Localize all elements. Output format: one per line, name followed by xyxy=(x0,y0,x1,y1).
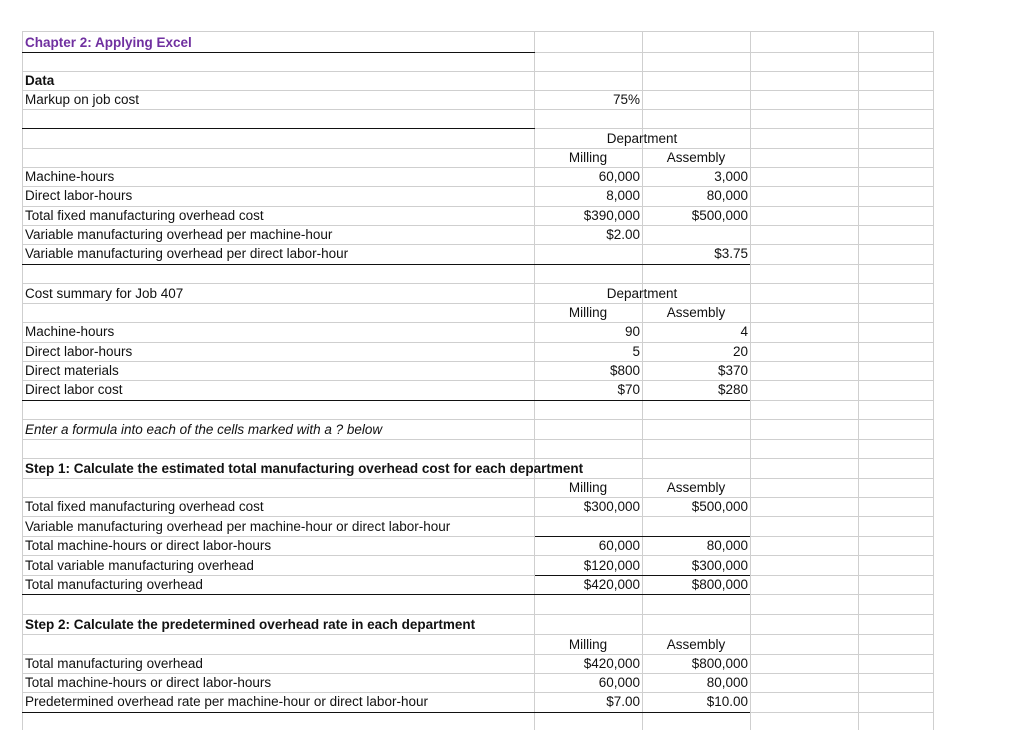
data-row-label[interactable]: Total fixed manufacturing overhead cost xyxy=(25,208,264,223)
job-row-milling[interactable]: 90 xyxy=(624,324,640,339)
job-row-label[interactable]: Machine-hours xyxy=(25,324,115,339)
data-row-label[interactable]: Variable manufacturing overhead per machine-hour xyxy=(25,227,333,242)
step1-row-milling[interactable]: $420,000 xyxy=(583,577,640,592)
job-col-milling[interactable]: Milling xyxy=(568,305,608,320)
step2-row-label[interactable]: Predetermined overhead rate per machine-hour or direct labor-hour xyxy=(25,694,428,709)
job-row-label[interactable]: Direct materials xyxy=(25,363,119,378)
gridline xyxy=(22,167,934,168)
step2-row-label[interactable]: Total machine-hours or direct labor-hours xyxy=(25,675,272,690)
gridline xyxy=(22,322,934,323)
gridline xyxy=(22,186,934,187)
data-row-milling[interactable]: $2.00 xyxy=(606,227,640,242)
cell-border xyxy=(22,400,535,401)
job-row-milling[interactable]: 5 xyxy=(632,344,640,359)
data-row-assembly[interactable]: $500,000 xyxy=(691,208,748,223)
cell-border xyxy=(535,400,750,401)
job-col-assembly[interactable]: Assembly xyxy=(666,305,726,320)
job-row-milling[interactable]: $70 xyxy=(617,382,640,397)
gridline xyxy=(22,31,934,32)
gridline xyxy=(22,148,934,149)
gridline xyxy=(22,90,934,91)
step1-row-milling[interactable]: $300,000 xyxy=(583,499,640,514)
data-row-label[interactable]: Variable manufacturing overhead per direct labor-hour xyxy=(25,246,349,261)
step1-header[interactable]: Step 1: Calculate the estimated total manufacturing overhead cost for each department xyxy=(25,461,584,476)
cell-border xyxy=(22,594,535,595)
step2-header[interactable]: Step 2: Calculate the predetermined overhead rate in each department xyxy=(25,617,476,632)
step1-row-assembly[interactable]: $500,000 xyxy=(691,499,748,514)
data-row-milling[interactable] xyxy=(536,244,640,263)
gridline xyxy=(22,303,934,304)
cell-border xyxy=(535,264,750,265)
step2-row-milling[interactable]: $420,000 xyxy=(583,656,640,671)
job-header[interactable]: Cost summary for Job 407 xyxy=(25,286,184,301)
data-row-milling[interactable]: 60,000 xyxy=(598,169,640,184)
step1-row-label[interactable]: Total fixed manufacturing overhead cost xyxy=(25,499,264,514)
step2-row-assembly[interactable]: $10.00 xyxy=(706,694,748,709)
cell-border xyxy=(22,712,535,713)
step2-row-assembly[interactable]: 80,000 xyxy=(706,675,748,690)
step2-col-milling[interactable]: Milling xyxy=(568,637,608,652)
job-row-assembly[interactable]: 20 xyxy=(732,344,748,359)
step1-row-milling[interactable]: 60,000 xyxy=(598,538,640,553)
gridline xyxy=(22,380,934,381)
step1-row-label[interactable]: Variable manufacturing overhead per machine-hour or direct labor-hour xyxy=(25,519,451,534)
step1-row-label[interactable]: Total manufacturing overhead xyxy=(25,577,203,592)
sheet-title[interactable]: Chapter 2: Applying Excel xyxy=(25,35,192,50)
gridline xyxy=(22,439,934,440)
department-label[interactable]: Department xyxy=(606,131,678,146)
markup-label[interactable]: Markup on job cost xyxy=(25,92,140,107)
step1-row-label[interactable]: Total machine-hours or direct labor-hours xyxy=(25,538,272,553)
step1-row-assembly[interactable]: $300,000 xyxy=(691,558,748,573)
data-row-assembly[interactable]: $3.75 xyxy=(714,246,748,261)
job-row-milling[interactable]: $800 xyxy=(609,363,640,378)
instruction-text[interactable]: Enter a formula into each of the cells marked with a ? below xyxy=(25,422,383,437)
cell-border xyxy=(22,52,535,53)
data-row-milling[interactable]: $390,000 xyxy=(583,208,640,223)
data-row-assembly[interactable]: 80,000 xyxy=(706,188,748,203)
job-row-label[interactable]: Direct labor cost xyxy=(25,382,123,397)
step2-row-milling[interactable]: 60,000 xyxy=(598,675,640,690)
job-department-label[interactable]: Department xyxy=(606,286,678,301)
data-row-label[interactable]: Direct labor-hours xyxy=(25,188,133,203)
step2-col-assembly[interactable]: Assembly xyxy=(666,637,726,652)
step1-row-assembly[interactable]: $800,000 xyxy=(691,577,748,592)
step1-col-milling[interactable]: Milling xyxy=(568,480,608,495)
cell-border xyxy=(22,264,535,265)
data-row-assembly[interactable] xyxy=(644,225,748,244)
job-row-assembly[interactable]: 4 xyxy=(740,324,748,339)
data-row-assembly[interactable]: 3,000 xyxy=(714,169,748,184)
col-assembly[interactable]: Assembly xyxy=(666,150,726,165)
step1-row-assembly[interactable] xyxy=(644,517,748,536)
job-row-label[interactable]: Direct labor-hours xyxy=(25,344,133,359)
data-header[interactable]: Data xyxy=(25,73,55,88)
step1-row-assembly[interactable]: 80,000 xyxy=(706,538,748,553)
gridline xyxy=(22,478,934,479)
gridline xyxy=(22,634,934,635)
step1-row-label[interactable]: Total variable manufacturing overhead xyxy=(25,558,254,573)
step2-row-milling[interactable]: $7.00 xyxy=(606,694,640,709)
gridline xyxy=(22,342,934,343)
step2-row-assembly[interactable]: $800,000 xyxy=(691,656,748,671)
cell-border xyxy=(535,712,750,713)
step1-col-assembly[interactable]: Assembly xyxy=(666,480,726,495)
data-row-milling[interactable]: 8,000 xyxy=(606,188,640,203)
step2-row-label[interactable]: Total manufacturing overhead xyxy=(25,656,203,671)
gridline xyxy=(22,361,934,362)
gridline xyxy=(22,71,934,72)
cell-border xyxy=(535,594,750,595)
step1-row-milling[interactable]: $120,000 xyxy=(583,558,640,573)
job-row-assembly[interactable]: $280 xyxy=(717,382,748,397)
data-row-label[interactable]: Machine-hours xyxy=(25,169,115,184)
step1-row-milling[interactable] xyxy=(536,517,640,536)
col-milling[interactable]: Milling xyxy=(568,150,608,165)
gridline xyxy=(22,109,934,110)
cell-border xyxy=(22,128,535,129)
markup-value[interactable]: 75% xyxy=(612,92,640,107)
job-row-assembly[interactable]: $370 xyxy=(717,363,748,378)
